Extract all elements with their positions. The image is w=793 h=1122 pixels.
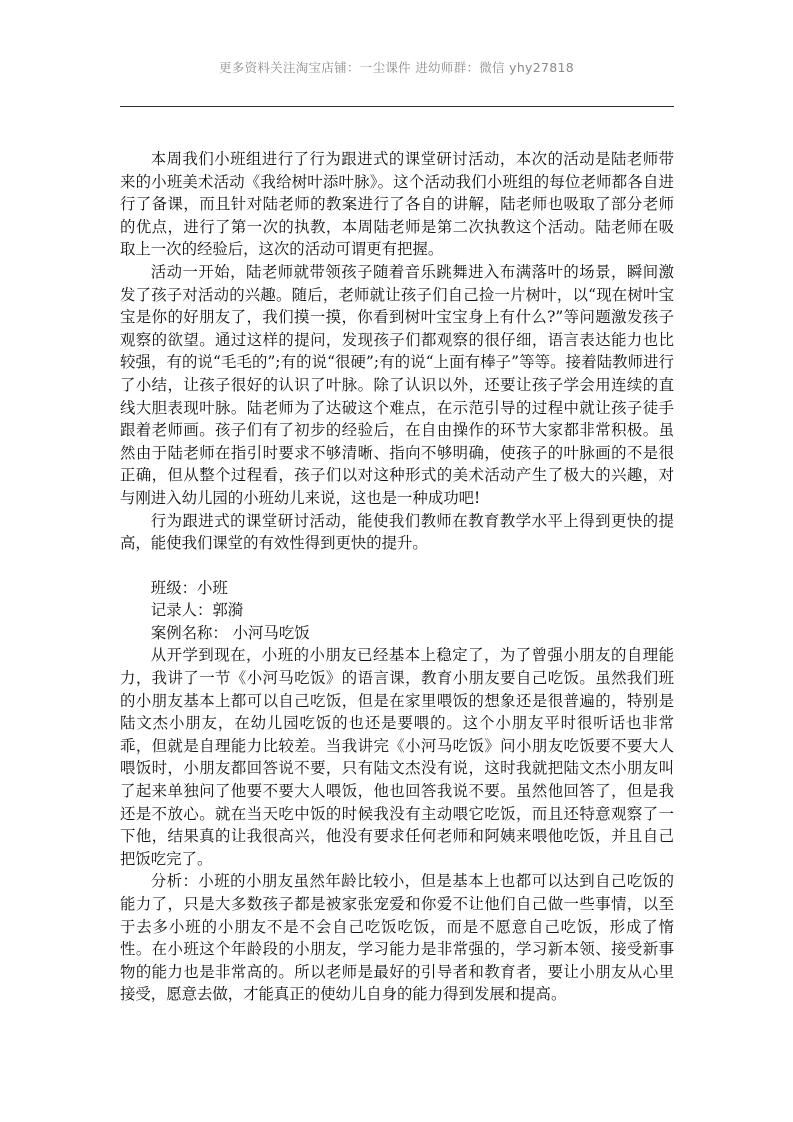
paragraph-analysis: 分析：小班的小朋友虽然年龄比较小，但是基本上也都可以达到自己吃饭的能力了，只是大多数孩子都是被家张宠爱和你爱不让他们自己做一些事情，以至于去多小班的小朋友不是不会自己吃饭吃饭，而是不愿意自己吃饭，形成了惰性。在小班这个年龄段的小朋友，学习能力是非常强的，学习新本领、接受新事物的能力也是非常高的。所以老师是最好的引导者和教育者，要让小朋友从心里接受，愿意去做，才能真正的使幼儿自身的能力得到发展和提高。 [120,872,674,1004]
recorder-line: 记录人：郭漪 [150,601,244,620]
page-header: 更多资料关注淘宝店铺：一尘课件 进幼师群：微信 yhy27818 [218,60,575,75]
class-line: 班级：小班 [150,578,228,597]
document-body [120,148,674,1006]
paragraph-intro: 本周我们小班组进行了行为跟进式的课堂研讨活动，本次的活动是陆老师带来的小班美术活动《我给树叶添叶脉》。这个活动我们小班组的每位老师都各自进行了备课，而且针对陆老师的教案进行了各自的讲解，陆老师也吸取了部分老师的优点，进行了第一次的执教，本周陆老师是第二次执教这个活动。陆老师在吸取上一次的经验后，这次的活动可谓更有把握。 [120,150,674,259]
paragraph-activity: 活动一开始，陆老师就带领孩子随着音乐跳舞进入布满落叶的场景，瞬间激发了孩子对活动的兴趣。随后，老师就让孩子们自己捡一片树叶，以“现在树叶宝宝是你的好朋友了，我们摸一摸，你看到树叶宝宝身上有什么?”等问题激发孩子观察的欲望。通过这样的提问，发现孩子们都观察的很仔细，语言表达能力也比较强，有的说“毛毛的”;有的说“很硬”;有的说“上面有棒子”等等。接着陆教师进行了小结，让孩子很好的认识了叶脉。除了认识以外，还要让孩子学会用连续的直线大胆表现叶脉。陆老师为了达破这个难点，在示范引导的过程中就让孩子徒手跟着老师画。孩子们有了初步的经验后，在自由操作的环节大家都非常积极。虽然由于陆老师在指引时要求不够清晰、指向不够明确，使孩子的叶脉画的不是很正确，但从整个过程看，孩子们以对这种形式的美术活动产生了极大的兴趣，对与刚进入幼儿园的小班幼儿来说，这也是一种成功吧! [120,262,674,507]
paragraph-case: 从开学到现在，小班的小朋友已经基本上稳定了，为了曾强小朋友的自理能力，我讲了一节《小河马吃饭》的语言课，教育小朋友要自己吃饭。虽然我们班的小朋友基本上都可以自己吃饭，但是在家里喂饭的想象还是很普遍的，特别是陆文杰小朋友，在幼儿园吃饭的也还是要喂的。这个小朋友平时很听话也非常乖，但就是自理能力比较差。当我讲完《小河马吃饭》问小朋友吃饭要不要大人喂饭时，小朋友都回答说不要，只有陆文杰没有说，这时我就把陆文杰小朋友叫了起来单独问了他要不要大人喂饭，他也回答我说不要。虽然他回答了，但是我还是不放心。就在当天吃中饭的时候我没有主动喂它吃饭，而且还特意观察了一下他，结果真的让我很高兴，他没有要求任何老师和阿姨来喂他吃饭，并且自己把饭吃完了。 [120,646,674,868]
header-divider [120,106,674,107]
paragraph-conclusion: 行为跟进式的课堂研讨活动，能使我们教师在教育教学水平上得到更快的提高，能使我们课堂的有效性得到更快的提升。 [120,511,674,553]
section-gap [120,555,674,577]
case-name-line: 案例名称： 小河马吃饭 [150,623,310,642]
